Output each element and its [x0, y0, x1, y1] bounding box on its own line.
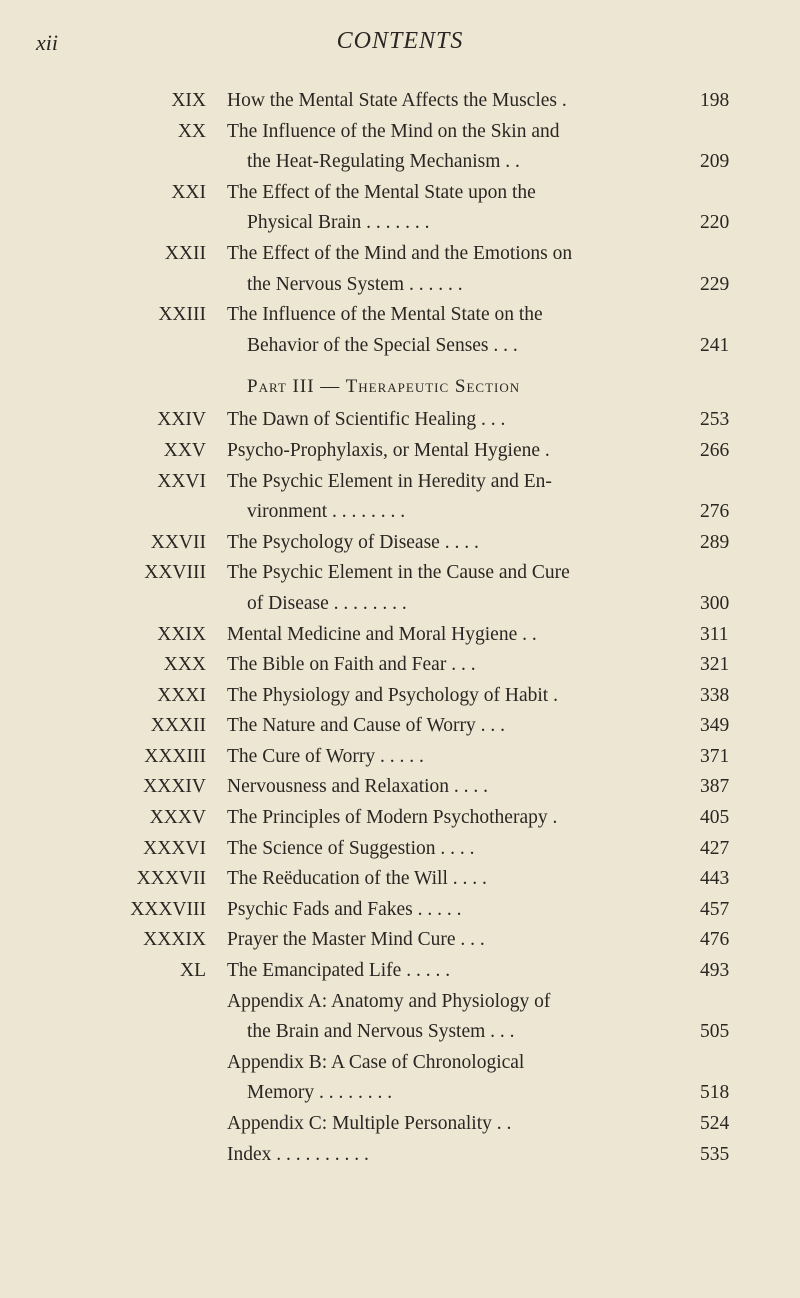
toc-entry-line: [0, 681, 800, 712]
chapter-title: The Bible on Faith and Fear . . .: [227, 654, 476, 676]
chapter-title: How the Mental State Affects the Muscles .: [227, 90, 567, 111]
page-reference: 535: [700, 1143, 730, 1165]
chapter-title: The Cure of Worry . . . . .: [227, 745, 424, 767]
chapter-number: XXVIII: [144, 562, 206, 584]
toc-entry-line: [0, 436, 800, 467]
page-reference: 198: [700, 90, 730, 111]
chapter-number: XXXVII: [136, 868, 206, 890]
chapter-number: XXVI: [157, 470, 206, 492]
chapter-number: XXXII: [150, 715, 206, 737]
chapter-title: Index . . . . . . . . . .: [227, 1143, 369, 1165]
chapter-title: Appendix A: Anatomy and Physiology of: [227, 990, 551, 1012]
toc-entry-line: [0, 650, 800, 681]
chapter-title: Prayer the Master Mind Cure . . .: [227, 929, 485, 951]
toc-entry-line: [0, 711, 800, 742]
chapter-title: vironment . . . . . . . .: [247, 501, 406, 523]
chapter-title: The Physiology and Psychology of Habit .: [227, 684, 558, 706]
toc-entry-line: [0, 467, 800, 498]
chapter-title: the Nervous System . . . . . .: [247, 273, 463, 295]
page-reference: 266: [700, 439, 730, 461]
chapter-number: XXXVIII: [130, 898, 206, 920]
page-reference: 289: [700, 531, 730, 553]
page-reference: 220: [700, 212, 730, 234]
chapter-title: Appendix B: A Case of Chronological: [227, 1051, 525, 1073]
page-reference: 457: [700, 898, 730, 920]
page-title: CONTENTS: [336, 28, 464, 54]
toc-entry-line: [0, 86, 800, 117]
toc-group-part-three: [0, 405, 800, 1170]
toc-entry-line: [0, 925, 800, 956]
chapter-title: Memory . . . . . . . .: [247, 1082, 393, 1104]
chapter-title: Psycho-Prophylaxis, or Mental Hygiene .: [227, 439, 550, 461]
chapter-number: XXXIX: [143, 929, 206, 951]
toc-entry-line: [0, 803, 800, 834]
chapter-title: The Emancipated Life . . . . .: [227, 960, 451, 982]
page-reference: 253: [700, 409, 730, 431]
page-reference: 387: [700, 776, 730, 798]
page-reference: 371: [700, 745, 730, 767]
page-reference: 518: [700, 1082, 730, 1104]
toc-entry-line: [0, 331, 800, 362]
chapter-title: The Reëducation of the Will . . . .: [227, 868, 487, 890]
chapter-title: the Heat-Regulating Mechanism . .: [247, 151, 520, 173]
toc-entry-line: [0, 772, 800, 803]
toc-entry-line: [0, 1017, 800, 1048]
table-of-contents: [0, 86, 800, 1170]
page-reference: 349: [700, 715, 730, 737]
chapter-number: XIX: [171, 90, 206, 111]
toc-entry-line: [0, 1109, 800, 1140]
toc-entry-line: [0, 405, 800, 436]
chapter-number: XXXIII: [144, 745, 206, 767]
page-reference: 241: [700, 334, 730, 356]
page-header: [0, 28, 800, 64]
toc-entry-line: [0, 270, 800, 301]
toc-entry-line: [0, 864, 800, 895]
page-reference: 524: [700, 1113, 730, 1134]
toc-entry-line: [0, 528, 800, 559]
toc-entry-line: [0, 208, 800, 239]
page-reference: 311: [700, 623, 729, 645]
page-reference: 505: [700, 1021, 730, 1043]
toc-group-part-two: [0, 86, 800, 361]
toc-entry-line: [0, 1140, 800, 1171]
page-reference: 443: [700, 868, 730, 890]
toc-entry-line: [0, 987, 800, 1018]
chapter-number: XXVII: [150, 531, 206, 553]
page-reference: 476: [700, 929, 730, 951]
chapter-title: Mental Medicine and Moral Hygiene . .: [227, 623, 537, 645]
chapter-title: The Influence of the Mind on the Skin and: [227, 120, 560, 142]
toc-entry-line: [0, 1078, 800, 1109]
chapter-title: The Effect of the Mental State upon the: [227, 181, 536, 203]
chapter-title: The Psychology of Disease . . . .: [227, 531, 479, 553]
chapter-number: XXXIV: [143, 776, 206, 798]
page-number: xii: [36, 30, 58, 55]
chapter-title: Psychic Fads and Fakes . . . . .: [227, 898, 462, 920]
toc-entry-line: [0, 497, 800, 528]
chapter-number: XX: [177, 120, 206, 142]
chapter-title: of Disease . . . . . . . .: [247, 592, 407, 614]
chapter-number: XL: [180, 960, 206, 982]
toc-entry-line: [0, 834, 800, 865]
toc-entry-line: [0, 956, 800, 987]
toc-entry-line: [0, 147, 800, 178]
chapter-title: The Dawn of Scientific Healing . . .: [227, 409, 506, 431]
chapter-number: XXX: [163, 654, 206, 676]
toc-entry-line: [0, 558, 800, 589]
chapter-title: The Psychic Element in Heredity and En-: [227, 470, 552, 492]
toc-entry-line: [0, 589, 800, 620]
page-reference: 405: [700, 807, 730, 829]
chapter-number: XXIV: [157, 409, 206, 431]
chapter-title: The Science of Suggestion . . . .: [227, 837, 475, 859]
chapter-title: Physical Brain . . . . . . .: [247, 212, 430, 234]
part-heading: [0, 361, 800, 405]
page-reference: 321: [700, 654, 730, 676]
page-reference: 229: [700, 273, 730, 295]
page-reference: 427: [700, 837, 730, 859]
toc-entry-line: [0, 620, 800, 651]
toc-entry-line: [0, 1048, 800, 1079]
chapter-title: The Influence of the Mental State on the: [227, 304, 543, 326]
toc-entry-line: [0, 300, 800, 331]
toc-entry-line: [0, 239, 800, 270]
toc-entry-line: [0, 742, 800, 773]
chapter-number: XXIII: [158, 304, 206, 326]
part-heading-text: Part III — Therapeutic Section: [247, 376, 521, 398]
toc-entry-line: [0, 178, 800, 209]
page-reference: 209: [700, 151, 730, 173]
chapter-number: XXI: [171, 181, 206, 203]
chapter-title: The Nature and Cause of Worry . . .: [227, 715, 506, 737]
chapter-number: XXXVI: [143, 837, 206, 859]
chapter-title: Behavior of the Special Senses . . .: [247, 334, 518, 356]
chapter-title: the Brain and Nervous System . . .: [247, 1021, 515, 1043]
chapter-title: Nervousness and Relaxation . . . .: [227, 776, 489, 798]
chapter-title: The Principles of Modern Psychotherapy .: [227, 807, 558, 829]
page-reference: 300: [700, 592, 730, 614]
toc-entry-line: [0, 895, 800, 926]
chapter-number: XXII: [164, 242, 206, 264]
page-reference: 493: [700, 960, 730, 982]
chapter-number: XXXI: [157, 684, 206, 706]
chapter-title: Appendix C: Multiple Personality . .: [227, 1113, 512, 1134]
page-reference: 338: [700, 684, 730, 706]
chapter-number: XXIX: [157, 623, 206, 645]
toc-entry-line: [0, 117, 800, 148]
chapter-number: XXV: [163, 439, 206, 461]
chapter-title: The Effect of the Mind and the Emotions on: [227, 242, 573, 264]
page-reference: 276: [700, 501, 730, 523]
chapter-title: The Psychic Element in the Cause and Cure: [227, 562, 570, 584]
chapter-number: XXXV: [149, 807, 206, 829]
